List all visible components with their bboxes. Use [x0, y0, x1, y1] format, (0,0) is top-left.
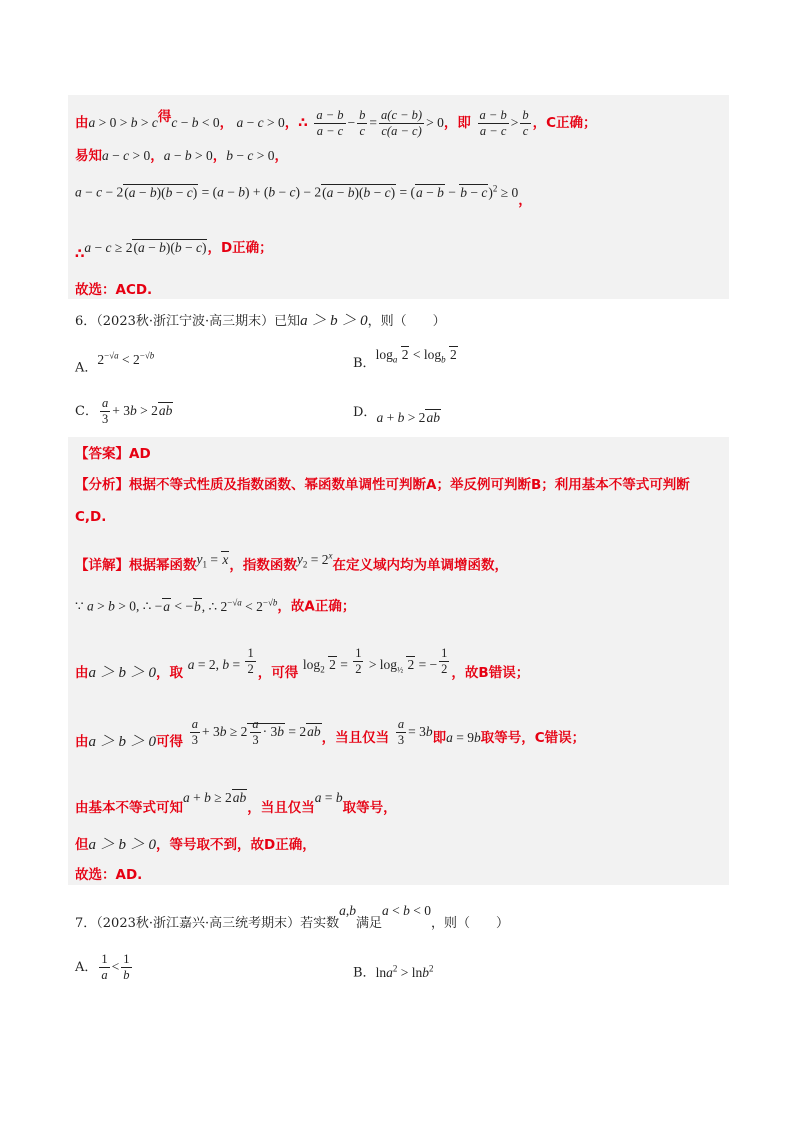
q6-option-c: C． $\frac{a}{3}$ + 3b > 2ab	[75, 396, 173, 426]
prev-solution-line-4: ∴a − c ≥ 2(a − b)(b − c)，D正确；	[75, 240, 273, 262]
q6-detail-line-4: 由a ＞ b ＞ 0可得 $\frac{a}{3}$ + 3b ≥ 2 $\frac{a}{3}$ · 3b = 2ab，当且仅当 $\frac{a}{3}$ = 3b即a = 9b取等号，C错误；	[75, 716, 586, 750]
q7-option-b: B．lna$^2$ > lnb$^2$	[353, 963, 434, 981]
q6-detail-line-6: 但a ＞ b ＞ 0，等号取不到，故D正确，	[75, 837, 316, 853]
q6-answer: 【答案】AD	[75, 446, 151, 462]
prev-solution-line-5: 故选：ACD.	[75, 282, 153, 298]
q6-stem: 6．（2023秋·浙江宁波·高三期末）已知a ＞ b ＞ 0，则（ ）	[75, 313, 446, 329]
q6-analysis-line-1: 【分析】根据不等式性质及指数函数、幂函数单调性可判断A；举反例可判断B；利用基本不等式可判断	[75, 477, 690, 493]
q6-detail-line-2: ∵ a > b > 0, ∴ −a < −b, ∴ $2^{-√a} < 2^{-√b}$，故A正确；	[75, 597, 356, 615]
q6-detail-line-7: 故选：AD.	[75, 867, 143, 883]
prev-solution-line-2: 易知a − c > 0，a − b > 0，b − c > 0，	[75, 148, 288, 164]
q6-detail-line-3: 由a ＞ b ＞ 0，取 a = 2, b = $\frac{1}{2}$ ，可得 $\log_2 2$ = $\frac{1}{2}$ > $\log_{\frac{1}{2}} 2$ = − $\frac{1}{2}$ ，故B错误；	[75, 646, 530, 681]
q6-option-a: A．$2^{-√a} < 2^{-√b}$	[75, 350, 155, 376]
prev-solution-line-1: 由a > 0 > b > c得c − b < 0， a − c > 0，∴ $\frac{a - b}{a - c}$ − $\frac{b}{c}$ = $\frac{a(c - b)}{c(a - c)}$ > 0，即 $\frac{a - b}{a - c}$ > $\frac{b}{c}$ ，C正确；	[75, 107, 597, 138]
q6-option-d: D．a + b > 2ab	[353, 405, 440, 425]
q6-analysis-line-2: C,D.	[75, 509, 107, 525]
prev-solution-line-3: $a - c - 2(a - b)(b - c) = (a - b) + (b - c) - 2(a - b)(b - c) = (a - b - b - c)^2 \ge 0$，	[75, 183, 532, 209]
q6-option-b: B．$\log_a 2 < \log_b 2$	[353, 347, 457, 371]
q6-detail-line-1: 【详解】根据幂函数$y_1 = x$，指数函数$y_2 = 2^x$在定义域内均为单调增函数，	[75, 550, 508, 574]
q6-detail-line-5: 由基本不等式可知a + b ≥ 2ab，当且仅当a = b取等号，	[75, 790, 397, 816]
q7-stem: 7．（2023秋·浙江嘉兴·高三统考期末）若实数a,b满足a < b < 0，则（ ）	[75, 903, 510, 931]
q7-option-a: A． $\frac{1}{a}$ < $\frac{1}{b}$	[75, 952, 130, 982]
